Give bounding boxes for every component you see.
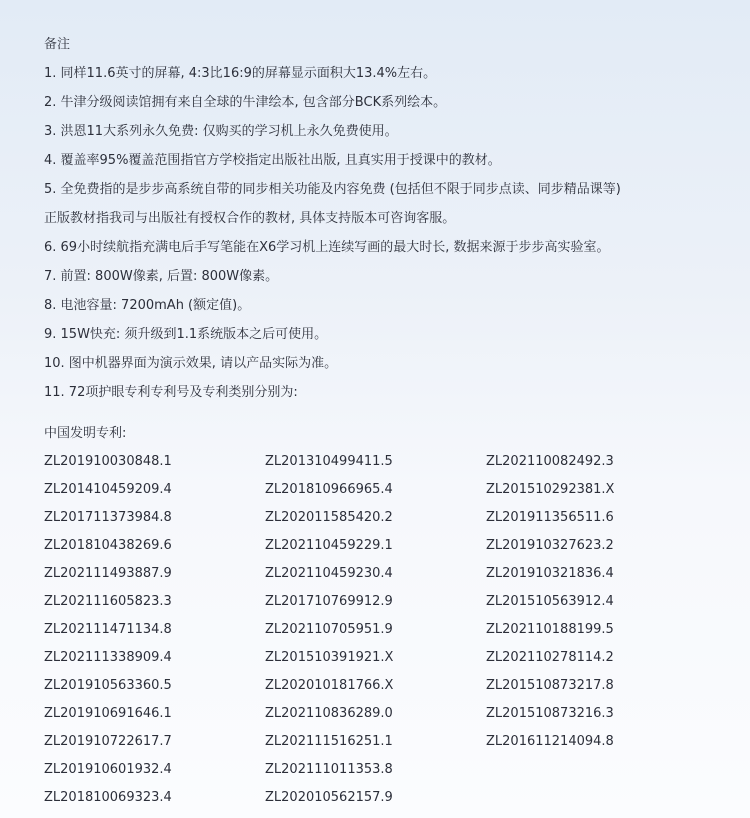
- patent-number: ZL201910601932.4: [44, 762, 172, 777]
- patent-number: ZL201711373984.8: [44, 510, 172, 525]
- patent-number: ZL201310499411.5: [265, 454, 393, 469]
- patent-number: ZL201910563360.5: [44, 678, 172, 693]
- patent-number: ZL202110459229.1: [265, 538, 393, 553]
- patent-number: ZL202111605823.3: [44, 594, 172, 609]
- patents-section: [44, 422, 734, 812]
- patent-number: ZL201810069323.4: [44, 790, 172, 805]
- patent-number: ZL201510873217.8: [486, 678, 614, 693]
- note-item: 1. 同样11.6英寸的屏幕, 4:3比16:9的屏幕显示面积大13.4%左右。: [44, 66, 437, 81]
- patent-number: ZL201510292381.X: [486, 482, 615, 497]
- note-item: 6. 69小时续航指充满电后手写笔能在X6学习机上连续写画的最大时长, 数据来源于步步高实验室。: [44, 240, 610, 255]
- patent-number: ZL202011585420.2: [265, 510, 393, 525]
- note-item: 7. 前置: 800W像素, 后置: 800W像素。: [44, 269, 279, 284]
- patent-number: ZL201910327623.2: [486, 538, 614, 553]
- patent-number: ZL202111471134.8: [44, 622, 172, 637]
- patent-number: ZL202111338909.4: [44, 650, 172, 665]
- patent-number: ZL201910321836.4: [486, 566, 614, 581]
- note-item: 2. 牛津分级阅读馆拥有来自全球的牛津绘本, 包含部分BCK系列绘本。: [44, 95, 447, 110]
- note-item: 5. 全免费指的是步步高系统自带的同步相关功能及内容免费 (包括但不限于同步点读、同步精品课等): [44, 182, 621, 197]
- patent-number: ZL201910722617.7: [44, 734, 172, 749]
- note-item: 11. 72项护眼专利专利号及专利类别分别为:: [44, 385, 298, 400]
- patent-number: ZL201710769912.9: [265, 594, 393, 609]
- note-item: 3. 洪恩11大系列永久免费: 仅购买的学习机上永久免费使用。: [44, 124, 398, 139]
- note-item: 4. 覆盖率95%覆盖范围指官方学校指定出版社出版, 且真实用于授课中的教材。: [44, 153, 501, 168]
- patent-number: ZL202110188199.5: [486, 622, 614, 637]
- note-item: 正版教材指我司与出版社有授权合作的教材, 具体支持版本可咨询客服。: [44, 211, 456, 226]
- patent-number: ZL202111493887.9: [44, 566, 172, 581]
- patent-number: ZL201810966965.4: [265, 482, 393, 497]
- patent-number-grid: [44, 448, 734, 812]
- patent-number: ZL201410459209.4: [44, 482, 172, 497]
- note-item: 9. 15W快充: 须升级到1.1系统版本之后可使用。: [44, 327, 328, 342]
- patent-number: ZL201910030848.1: [44, 454, 172, 469]
- patent-number: ZL201510391921.X: [265, 650, 394, 665]
- patent-number: ZL201510873216.3: [486, 706, 614, 721]
- patent-number: ZL202010562157.9: [265, 790, 393, 805]
- patent-number: ZL201510563912.4: [486, 594, 614, 609]
- patent-number: ZL201911356511.6: [486, 510, 614, 525]
- note-item: 8. 电池容量: 7200mAh (额定值)。: [44, 298, 251, 313]
- patent-number: ZL202010181766.X: [265, 678, 394, 693]
- patent-number: ZL202110705951.9: [265, 622, 393, 637]
- patents-label: 中国发明专利:: [44, 426, 127, 441]
- notes-heading: 备注: [44, 37, 71, 52]
- patent-number: ZL202110836289.0: [265, 706, 393, 721]
- patent-number: ZL202111011353.8: [265, 762, 393, 777]
- patent-number-empty: [486, 784, 707, 812]
- patent-number: ZL202110082492.3: [486, 454, 614, 469]
- patent-number: ZL201611214094.8: [486, 734, 614, 749]
- patent-number: ZL201810438269.6: [44, 538, 172, 553]
- patent-number-empty: [486, 756, 707, 784]
- patent-number: ZL202110278114.2: [486, 650, 614, 665]
- notes-section: [44, 30, 734, 407]
- note-item: 10. 图中机器界面为演示效果, 请以产品实际为准。: [44, 356, 338, 371]
- patent-number: ZL201910691646.1: [44, 706, 172, 721]
- patent-number: ZL202110459230.4: [265, 566, 393, 581]
- patent-number: ZL202111516251.1: [265, 734, 393, 749]
